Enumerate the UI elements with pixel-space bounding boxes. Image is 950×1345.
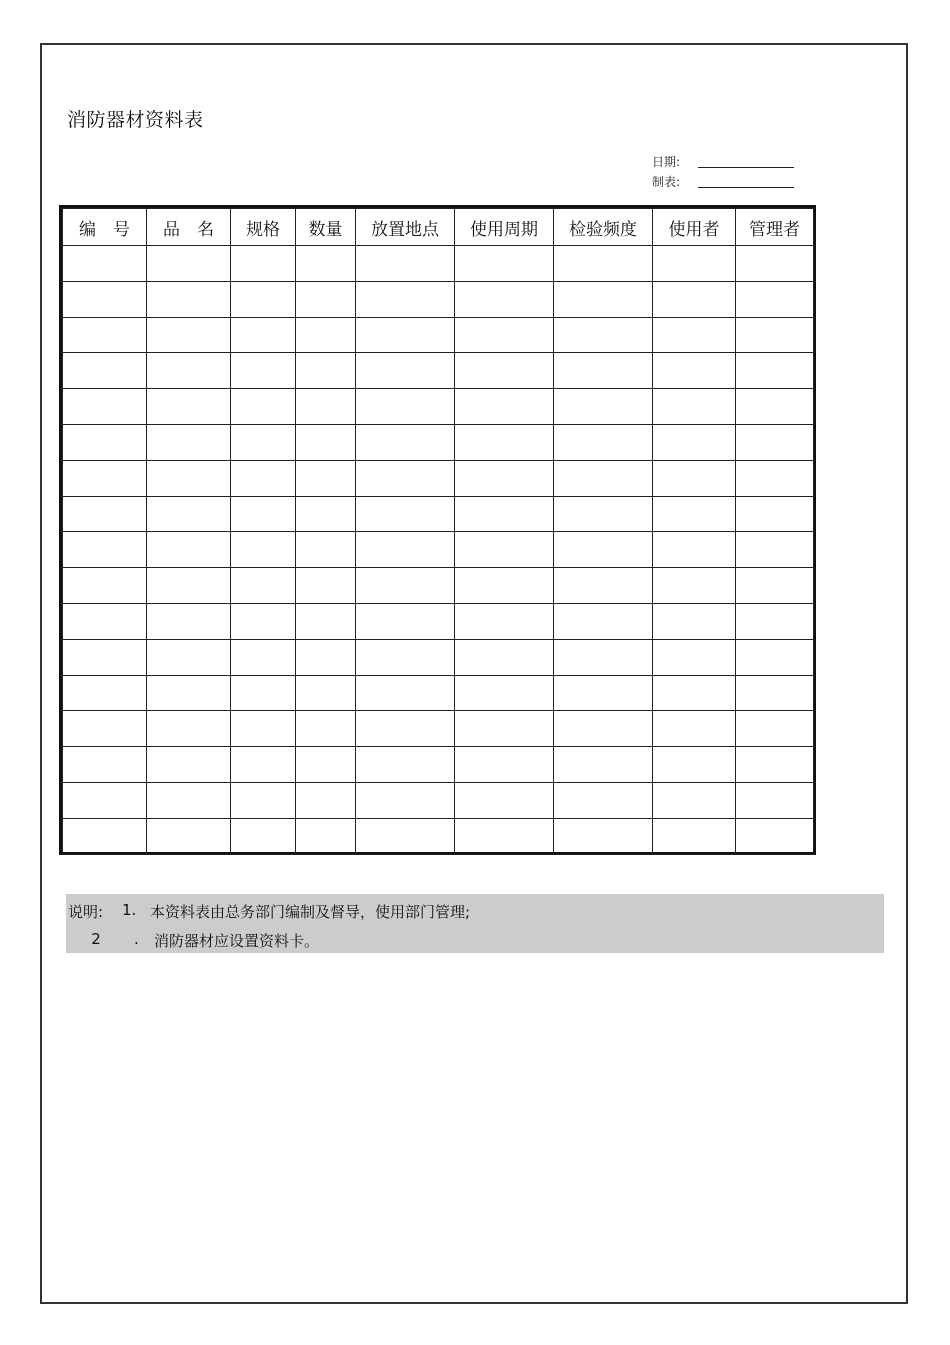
table-cell[interactable] <box>554 246 653 282</box>
table-cell[interactable] <box>455 603 554 639</box>
table-row <box>63 424 814 460</box>
table-cell[interactable] <box>147 711 231 747</box>
table-cell[interactable] <box>63 496 147 532</box>
table-cell[interactable] <box>63 424 147 460</box>
header-usage-cycle: 使用周期 <box>455 209 554 246</box>
table-cell[interactable] <box>356 818 455 854</box>
header-quantity: 数量 <box>296 209 356 246</box>
table-cell[interactable] <box>554 603 653 639</box>
table-cell[interactable] <box>736 639 814 675</box>
table-row <box>63 532 814 568</box>
header-manager: 管理者 <box>736 209 814 246</box>
table-cell[interactable] <box>653 711 736 747</box>
table-row <box>63 281 814 317</box>
table-cell[interactable] <box>147 639 231 675</box>
table-cell[interactable] <box>231 353 296 389</box>
table-cell[interactable] <box>356 532 455 568</box>
table-row <box>63 603 814 639</box>
table-cell[interactable] <box>653 389 736 425</box>
table-cell[interactable] <box>554 389 653 425</box>
table-row <box>63 639 814 675</box>
equipment-table-frame <box>59 205 816 855</box>
table-cell[interactable] <box>653 675 736 711</box>
table-cell[interactable] <box>736 389 814 425</box>
header-item-name: 品 名 <box>147 209 231 246</box>
table-cell[interactable] <box>455 711 554 747</box>
table-cell[interactable] <box>736 460 814 496</box>
table-cell[interactable] <box>554 818 653 854</box>
table-cell[interactable] <box>296 782 356 818</box>
table-cell[interactable] <box>554 460 653 496</box>
table-cell[interactable] <box>455 389 554 425</box>
table-row <box>63 496 814 532</box>
table-cell[interactable] <box>356 603 455 639</box>
table-cell[interactable] <box>455 747 554 783</box>
table-cell[interactable] <box>653 246 736 282</box>
note-number-2: 2 <box>91 930 101 948</box>
table-cell[interactable] <box>147 281 231 317</box>
table-cell[interactable] <box>356 639 455 675</box>
table-cell[interactable] <box>147 568 231 604</box>
table-cell[interactable] <box>296 747 356 783</box>
table-cell[interactable] <box>296 532 356 568</box>
table-cell[interactable] <box>736 532 814 568</box>
table-cell[interactable] <box>356 711 455 747</box>
table-cell[interactable] <box>147 317 231 353</box>
table-cell[interactable] <box>554 353 653 389</box>
table-cell[interactable] <box>736 711 814 747</box>
table-cell[interactable] <box>231 317 296 353</box>
table-cell[interactable] <box>356 389 455 425</box>
table-cell[interactable] <box>63 675 147 711</box>
table-cell[interactable] <box>356 782 455 818</box>
table-cell[interactable] <box>296 424 356 460</box>
table-row <box>63 782 814 818</box>
table-cell[interactable] <box>296 353 356 389</box>
table-cell[interactable] <box>356 281 455 317</box>
table-cell[interactable] <box>455 317 554 353</box>
table-cell[interactable] <box>554 639 653 675</box>
header-inspection-frequency: 检验频度 <box>554 209 653 246</box>
table-cell[interactable] <box>554 496 653 532</box>
table-cell[interactable] <box>296 281 356 317</box>
table-row <box>63 353 814 389</box>
table-cell[interactable] <box>231 532 296 568</box>
table-row <box>63 747 814 783</box>
table-row <box>63 675 814 711</box>
document-title: 消防器材资料表 <box>67 109 204 131</box>
table-row <box>63 568 814 604</box>
table-cell[interactable] <box>554 317 653 353</box>
table-cell[interactable] <box>653 603 736 639</box>
table-cell[interactable] <box>736 424 814 460</box>
table-cell[interactable] <box>231 568 296 604</box>
table-cell[interactable] <box>147 532 231 568</box>
date-blank-line <box>698 153 794 168</box>
table-cell[interactable] <box>147 496 231 532</box>
table-cell[interactable] <box>231 675 296 711</box>
table-cell[interactable] <box>554 532 653 568</box>
table-cell[interactable] <box>296 639 356 675</box>
table-cell[interactable] <box>63 246 147 282</box>
table-cell[interactable] <box>63 353 147 389</box>
header-spec: 规格 <box>231 209 296 246</box>
table-cell[interactable] <box>231 711 296 747</box>
table-cell[interactable] <box>296 675 356 711</box>
table-cell[interactable] <box>147 389 231 425</box>
table-cell[interactable] <box>736 782 814 818</box>
table-cell[interactable] <box>231 782 296 818</box>
table-cell[interactable] <box>356 317 455 353</box>
table-cell[interactable] <box>296 818 356 854</box>
table-cell[interactable] <box>455 246 554 282</box>
table-row <box>63 389 814 425</box>
note-number-1: 1. <box>122 901 137 919</box>
table-cell[interactable] <box>455 424 554 460</box>
table-cell[interactable] <box>653 639 736 675</box>
table-cell[interactable] <box>455 818 554 854</box>
table-cell[interactable] <box>63 281 147 317</box>
maker-label: 制表: <box>652 175 681 189</box>
table-cell[interactable] <box>296 603 356 639</box>
table-cell[interactable] <box>296 568 356 604</box>
table-cell[interactable] <box>356 353 455 389</box>
table-cell[interactable] <box>296 389 356 425</box>
table-row <box>63 246 814 282</box>
table-cell[interactable] <box>356 460 455 496</box>
table-cell[interactable] <box>63 603 147 639</box>
table-cell[interactable] <box>736 281 814 317</box>
table-cell[interactable] <box>653 818 736 854</box>
table-cell[interactable] <box>653 496 736 532</box>
table-cell[interactable] <box>653 317 736 353</box>
table-cell[interactable] <box>554 747 653 783</box>
table-cell[interactable] <box>231 496 296 532</box>
table-cell[interactable] <box>147 818 231 854</box>
table-row <box>63 818 814 854</box>
notes-prefix: 说明: <box>68 903 104 921</box>
table-cell[interactable] <box>455 353 554 389</box>
table-cell[interactable] <box>63 818 147 854</box>
table-cell[interactable] <box>653 281 736 317</box>
equipment-table <box>62 208 814 855</box>
table-cell[interactable] <box>63 782 147 818</box>
note-text-2: 消防器材应设置资料卡。 <box>154 932 320 950</box>
table-cell[interactable] <box>356 675 455 711</box>
table-cell[interactable] <box>147 460 231 496</box>
note-dot-2: . <box>134 930 139 948</box>
table-cell[interactable] <box>736 246 814 282</box>
table-cell[interactable] <box>653 782 736 818</box>
table-cell[interactable] <box>653 568 736 604</box>
table-cell[interactable] <box>455 782 554 818</box>
table-cell[interactable] <box>147 424 231 460</box>
table-cell[interactable] <box>356 246 455 282</box>
table-cell[interactable] <box>455 568 554 604</box>
table-cell[interactable] <box>653 460 736 496</box>
table-cell[interactable] <box>554 568 653 604</box>
table-cell[interactable] <box>63 532 147 568</box>
table-cell[interactable] <box>736 568 814 604</box>
table-cell[interactable] <box>231 281 296 317</box>
table-cell[interactable] <box>231 603 296 639</box>
table-cell[interactable] <box>653 532 736 568</box>
table-cell[interactable] <box>554 675 653 711</box>
date-label: 日期: <box>652 155 681 169</box>
table-cell[interactable] <box>296 460 356 496</box>
table-cell[interactable] <box>63 460 147 496</box>
table-cell[interactable] <box>147 603 231 639</box>
header-user: 使用者 <box>653 209 736 246</box>
table-cell[interactable] <box>455 532 554 568</box>
table-cell[interactable] <box>356 496 455 532</box>
table-cell[interactable] <box>736 675 814 711</box>
table-cell[interactable] <box>231 389 296 425</box>
table-cell[interactable] <box>653 353 736 389</box>
table-cell[interactable] <box>455 496 554 532</box>
table-header-row <box>63 209 814 246</box>
table-body <box>63 246 814 855</box>
date-field <box>652 153 794 170</box>
table-cell[interactable] <box>63 747 147 783</box>
table-cell[interactable] <box>63 389 147 425</box>
table-cell[interactable] <box>653 747 736 783</box>
table-cell[interactable] <box>455 281 554 317</box>
table-cell[interactable] <box>736 603 814 639</box>
header-location: 放置地点 <box>356 209 455 246</box>
table-cell[interactable] <box>736 818 814 854</box>
table-cell[interactable] <box>63 317 147 353</box>
table-cell[interactable] <box>147 675 231 711</box>
table-cell[interactable] <box>554 711 653 747</box>
table-cell[interactable] <box>296 317 356 353</box>
table-cell[interactable] <box>147 747 231 783</box>
table-cell[interactable] <box>356 424 455 460</box>
note-line-1 <box>68 901 470 922</box>
table-cell[interactable] <box>231 460 296 496</box>
table-cell[interactable] <box>231 747 296 783</box>
table-cell[interactable] <box>231 246 296 282</box>
note-line-2 <box>68 930 319 951</box>
table-row <box>63 711 814 747</box>
table-cell[interactable] <box>63 568 147 604</box>
table-row <box>63 317 814 353</box>
table-cell[interactable] <box>296 496 356 532</box>
table-cell[interactable] <box>296 246 356 282</box>
maker-blank-line <box>698 173 794 188</box>
maker-field <box>652 173 794 190</box>
table-cell[interactable] <box>455 639 554 675</box>
header-id: 编 号 <box>63 209 147 246</box>
table-cell[interactable] <box>736 317 814 353</box>
table-cell[interactable] <box>356 747 455 783</box>
notes-box <box>66 894 884 953</box>
table-cell[interactable] <box>63 711 147 747</box>
table-cell[interactable] <box>736 353 814 389</box>
table-cell[interactable] <box>554 281 653 317</box>
table-cell[interactable] <box>231 424 296 460</box>
table-cell[interactable] <box>63 639 147 675</box>
table-cell[interactable] <box>147 782 231 818</box>
table-cell[interactable] <box>554 424 653 460</box>
table-cell[interactable] <box>296 711 356 747</box>
table-cell[interactable] <box>736 747 814 783</box>
table-cell[interactable] <box>231 818 296 854</box>
table-cell[interactable] <box>455 460 554 496</box>
table-cell[interactable] <box>455 675 554 711</box>
table-cell[interactable] <box>356 568 455 604</box>
note-text-1: 本资料表由总务部门编制及督导，使用部门管理; <box>150 903 471 921</box>
table-cell[interactable] <box>653 424 736 460</box>
table-row <box>63 460 814 496</box>
table-cell[interactable] <box>231 639 296 675</box>
table-cell[interactable] <box>147 246 231 282</box>
table-cell[interactable] <box>554 782 653 818</box>
table-cell[interactable] <box>736 496 814 532</box>
table-cell[interactable] <box>147 353 231 389</box>
